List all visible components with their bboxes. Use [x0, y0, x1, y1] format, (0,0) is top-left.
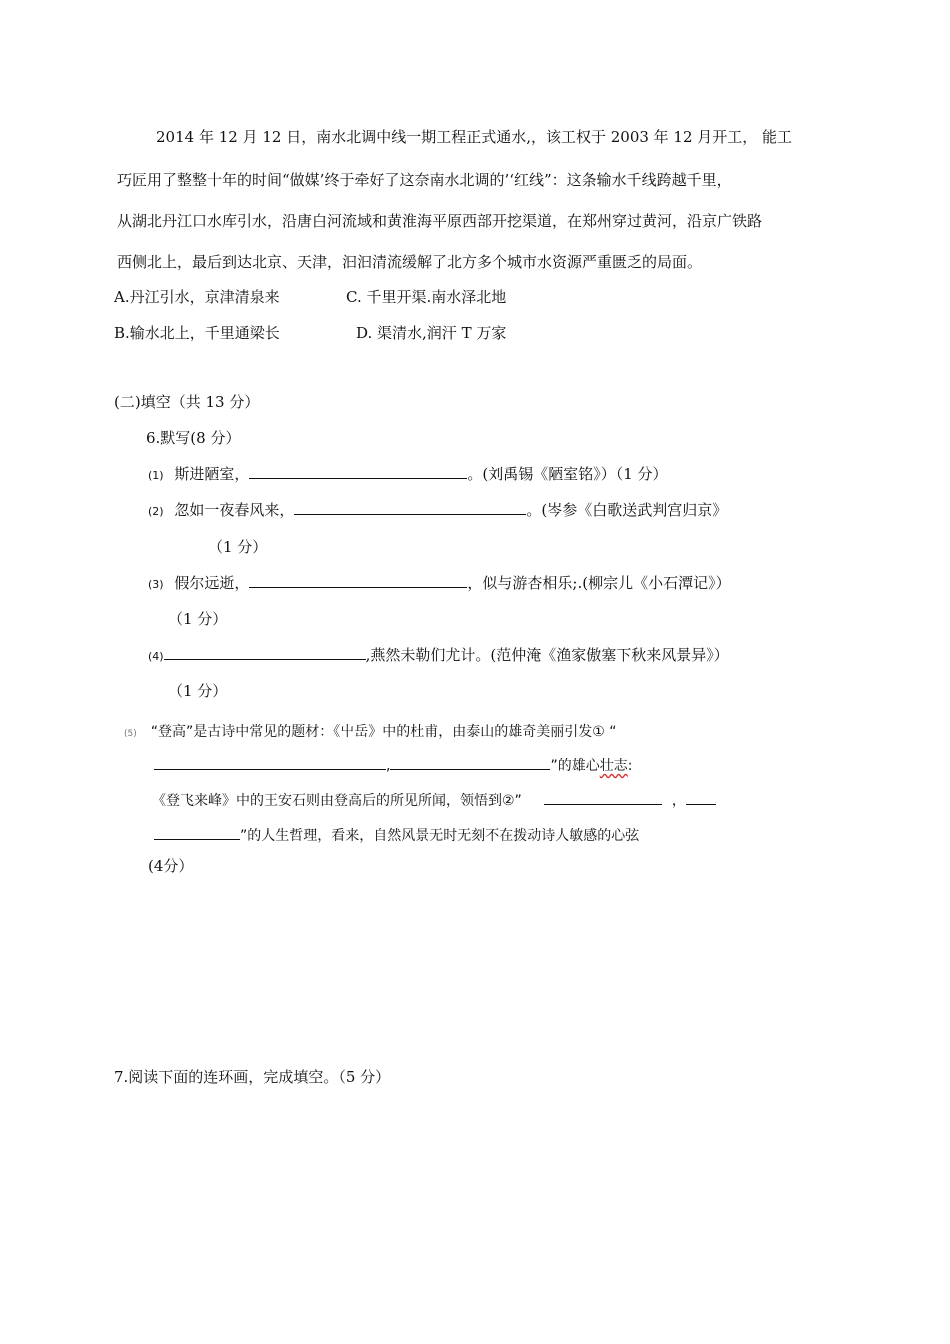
separator: ， [671, 793, 686, 809]
fill-item-5-line-3 [152, 790, 716, 811]
option-d: D. 渠清水,润汗 T 万家 [356, 324, 507, 342]
item-text: ”的雄心 [550, 758, 600, 774]
item-text-marked: 壮志 [599, 758, 628, 774]
fill-item-5-line-4 [154, 825, 639, 846]
item-prompt: 忽如一夜春风来， [174, 501, 295, 519]
passage-line-3: 从湖北丹江口水库引水，沿唐白河流域和黄淮海平原西部开挖渠道，在郑州穿过黄河，沿京广铁路 [117, 212, 763, 230]
item-number: (1) [148, 469, 164, 482]
item-number: (4) [148, 650, 164, 663]
answer-blank-4[interactable] [686, 790, 716, 805]
item-source: ,燕然未勒们尤计。(范仲淹《渔家傲塞下秋来风景异》） [365, 646, 729, 664]
item-number: (5) [124, 729, 137, 739]
item-number: (3) [148, 578, 164, 591]
passage-line-4: 西侧北上，最后到达北京、天津，汩汩清流缓解了北方多个城市水资源严重匮乏的局面。 [117, 253, 703, 271]
question-6-title: 6.默写(8 分） [146, 429, 241, 447]
answer-blank[interactable] [294, 500, 526, 515]
fill-item-5-line-1 [124, 722, 617, 744]
separator: , [386, 758, 391, 774]
item-2-score: （1 分） [208, 538, 268, 556]
item-text: 《登飞来峰》中的王安石则由登高后的所见所闻，领悟到②” [152, 793, 522, 809]
fill-item-1 [148, 464, 668, 486]
answer-blank-2[interactable] [390, 755, 550, 770]
item-number: (2) [148, 505, 164, 518]
fill-item-5-line-2 [154, 755, 632, 776]
fill-item-3 [148, 573, 731, 595]
item-source: 。(岑参《白歌送武判宫归京》 [526, 501, 728, 519]
answer-blank-3[interactable] [544, 790, 662, 805]
item-prompt: 假尔远逝， [174, 574, 250, 592]
item-prompt: “登高”是古诗中常见的题材：《屮岳》中的杜甫，由泰山的雄奇美丽引发① “ [150, 724, 617, 740]
item-4-score: （1 分） [168, 682, 228, 700]
section-heading: (二)填空（共 13 分） [114, 393, 260, 411]
answer-blank-1[interactable] [154, 755, 386, 770]
question-7-title: 7.阅读下面的连环画，完成填空。（5 分） [114, 1068, 391, 1086]
fill-item-4 [148, 645, 729, 667]
item-text: ”的人生哲理，看来，自然风景无时无刻不在拨动诗人敏感的心弦 [240, 828, 640, 844]
fill-item-2 [148, 500, 727, 522]
passage-line-1: 2014 年 12 月 12 日，南水北调中线一期工程正式通水,，该工权于 2003 年 12 月开工， 能工 [156, 128, 793, 146]
item-text: : [627, 758, 633, 774]
option-a: A.丹江引水，京津清泉来 [114, 288, 280, 306]
item-source: ，似与游杏相乐;.(柳宗儿《小石潭记》） [467, 574, 731, 592]
option-b: B.输水北上，千里通梁长 [114, 324, 280, 342]
answer-blank-5[interactable] [154, 825, 240, 840]
passage-line-2: 巧匠用了整整十年的时间“做媒’终于牵好了这奈南水北调的’‘红线”：这条输水千线跨越千里， [117, 171, 732, 189]
answer-blank[interactable] [164, 645, 366, 660]
item-prompt: 斯进陋室， [174, 465, 250, 483]
item-source: 。(刘禹锡《陋室铭》）（1 分） [467, 465, 668, 483]
item-3-score: （1 分） [168, 610, 228, 628]
item-5-score: (4分） [148, 857, 194, 875]
option-c: C. 千里开渠.南水泽北地 [346, 288, 507, 306]
answer-blank[interactable] [249, 573, 467, 588]
answer-blank[interactable] [249, 464, 467, 479]
